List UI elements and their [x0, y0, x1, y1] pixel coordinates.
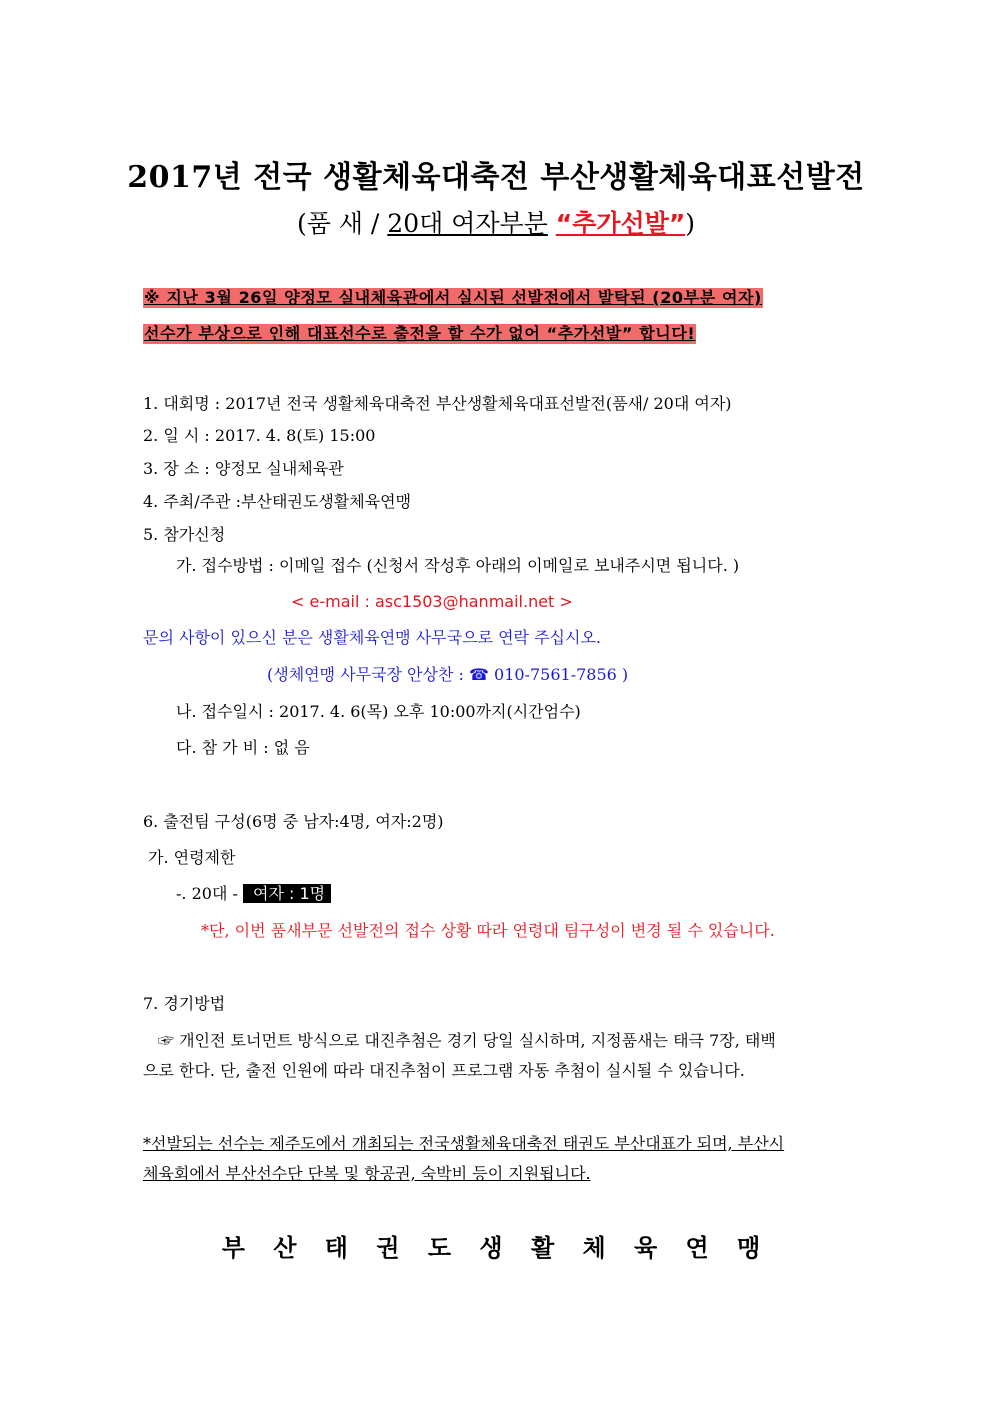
- notice-line-2: 선수가 부상으로 인해 대표선수로 출전을 할 수가 없어 “추가선발” 합니다!: [144, 324, 696, 343]
- age-note: *단, 이번 품새부문 선발전의 접수 상황 따라 연령대 팀구성이 변경 될 수 있습니다.: [201, 921, 775, 940]
- item-date: 2. 일 시 : 2017. 4. 8(토) 15:00: [143, 426, 376, 445]
- method-heading: 7. 경기방법: [143, 994, 226, 1013]
- page-subtitle: [0, 206, 992, 242]
- contact-phone: 010-7561-7856 ): [488, 665, 629, 684]
- method-line-1: ☞ 개인전 토너먼트 방식으로 대진추첨은 경기 당일 실시하며, 지정품새는 태극 7장, 태백: [158, 1031, 776, 1050]
- item-fee: 다. 참 가 비 : 없 음: [176, 738, 310, 757]
- email-address: < e-mail : asc1503@hanmail.net >: [291, 592, 573, 611]
- subtitle-prefix: (품 새 /: [296, 209, 388, 238]
- item-apply-heading: 5. 참가신청: [143, 525, 226, 544]
- item-age-limit: 가. 연령제한: [148, 848, 236, 867]
- subtitle-additional-selection: [556, 209, 685, 238]
- item-deadline: 나. 접수일시 : 2017. 4. 6(목) 오후 10:00까지(시간엄수): [176, 702, 581, 721]
- item-venue: 3. 장 소 : 양정모 실내체육관: [143, 459, 344, 478]
- page-title: 2017년 전국 생활체육대축전 부산생활체육대표선발전: [127, 160, 865, 195]
- age-row-highlight: 여자 : 1명: [243, 884, 331, 903]
- notice-line-1: ※ 지난 3월 26일 양정모 실내체육관에서 실시된 선발전에서 발탁된 (20부분 여자): [144, 288, 762, 307]
- method-line-2: 으로 한다. 단, 출전 인원에 따라 대진추첨이 프로그램 자동 추첨이 실시될 수 있습니다.: [143, 1061, 745, 1080]
- organization-footer: 부 산 태 권 도 생 활 체 육 연 맹: [221, 1234, 771, 1262]
- quote-close: ”: [668, 209, 686, 238]
- item-apply-method: 가. 접수방법 : 이메일 접수 (신청서 작성후 아래의 이메일로 보내주시면 됩니다. ): [176, 556, 740, 575]
- phone-icon: ☎: [469, 665, 489, 684]
- subtitle-category: 20대 여자부분: [387, 209, 548, 238]
- inquiry-text: 문의 사항이 있으신 분은 생활체육연맹 사무국으로 연락 주십시오.: [143, 628, 602, 647]
- age-row: [176, 884, 331, 904]
- item-event-name: 1. 대회명 : 2017년 전국 생활체육대축전 부산생활체육대표선발전(품새/ 20대 여자): [143, 394, 732, 413]
- additional-selection-label: 추가선발: [572, 209, 669, 238]
- support-line-1: *선발되는 선수는 제주도에서 개최되는 전국생활체육대축전 태권도 부산대표가 되며, 부산시: [143, 1134, 785, 1153]
- item-host: 4. 주최/주관 :부산태권도생활체육연맹: [143, 492, 412, 511]
- item-team: 6. 출전팀 구성(6명 중 남자:4명, 여자:2명): [143, 812, 444, 831]
- quote-open: “: [555, 209, 573, 238]
- subtitle-suffix: ): [685, 209, 696, 238]
- support-line-2: 체육회에서 부산선수단 단복 및 항공권, 숙박비 등이 지원됩니다.: [143, 1164, 591, 1183]
- contact-line: [267, 665, 628, 685]
- contact-prefix: (생체연맹 사무국장 안상찬 :: [267, 665, 469, 684]
- age-row-prefix: -. 20대 -: [176, 884, 243, 903]
